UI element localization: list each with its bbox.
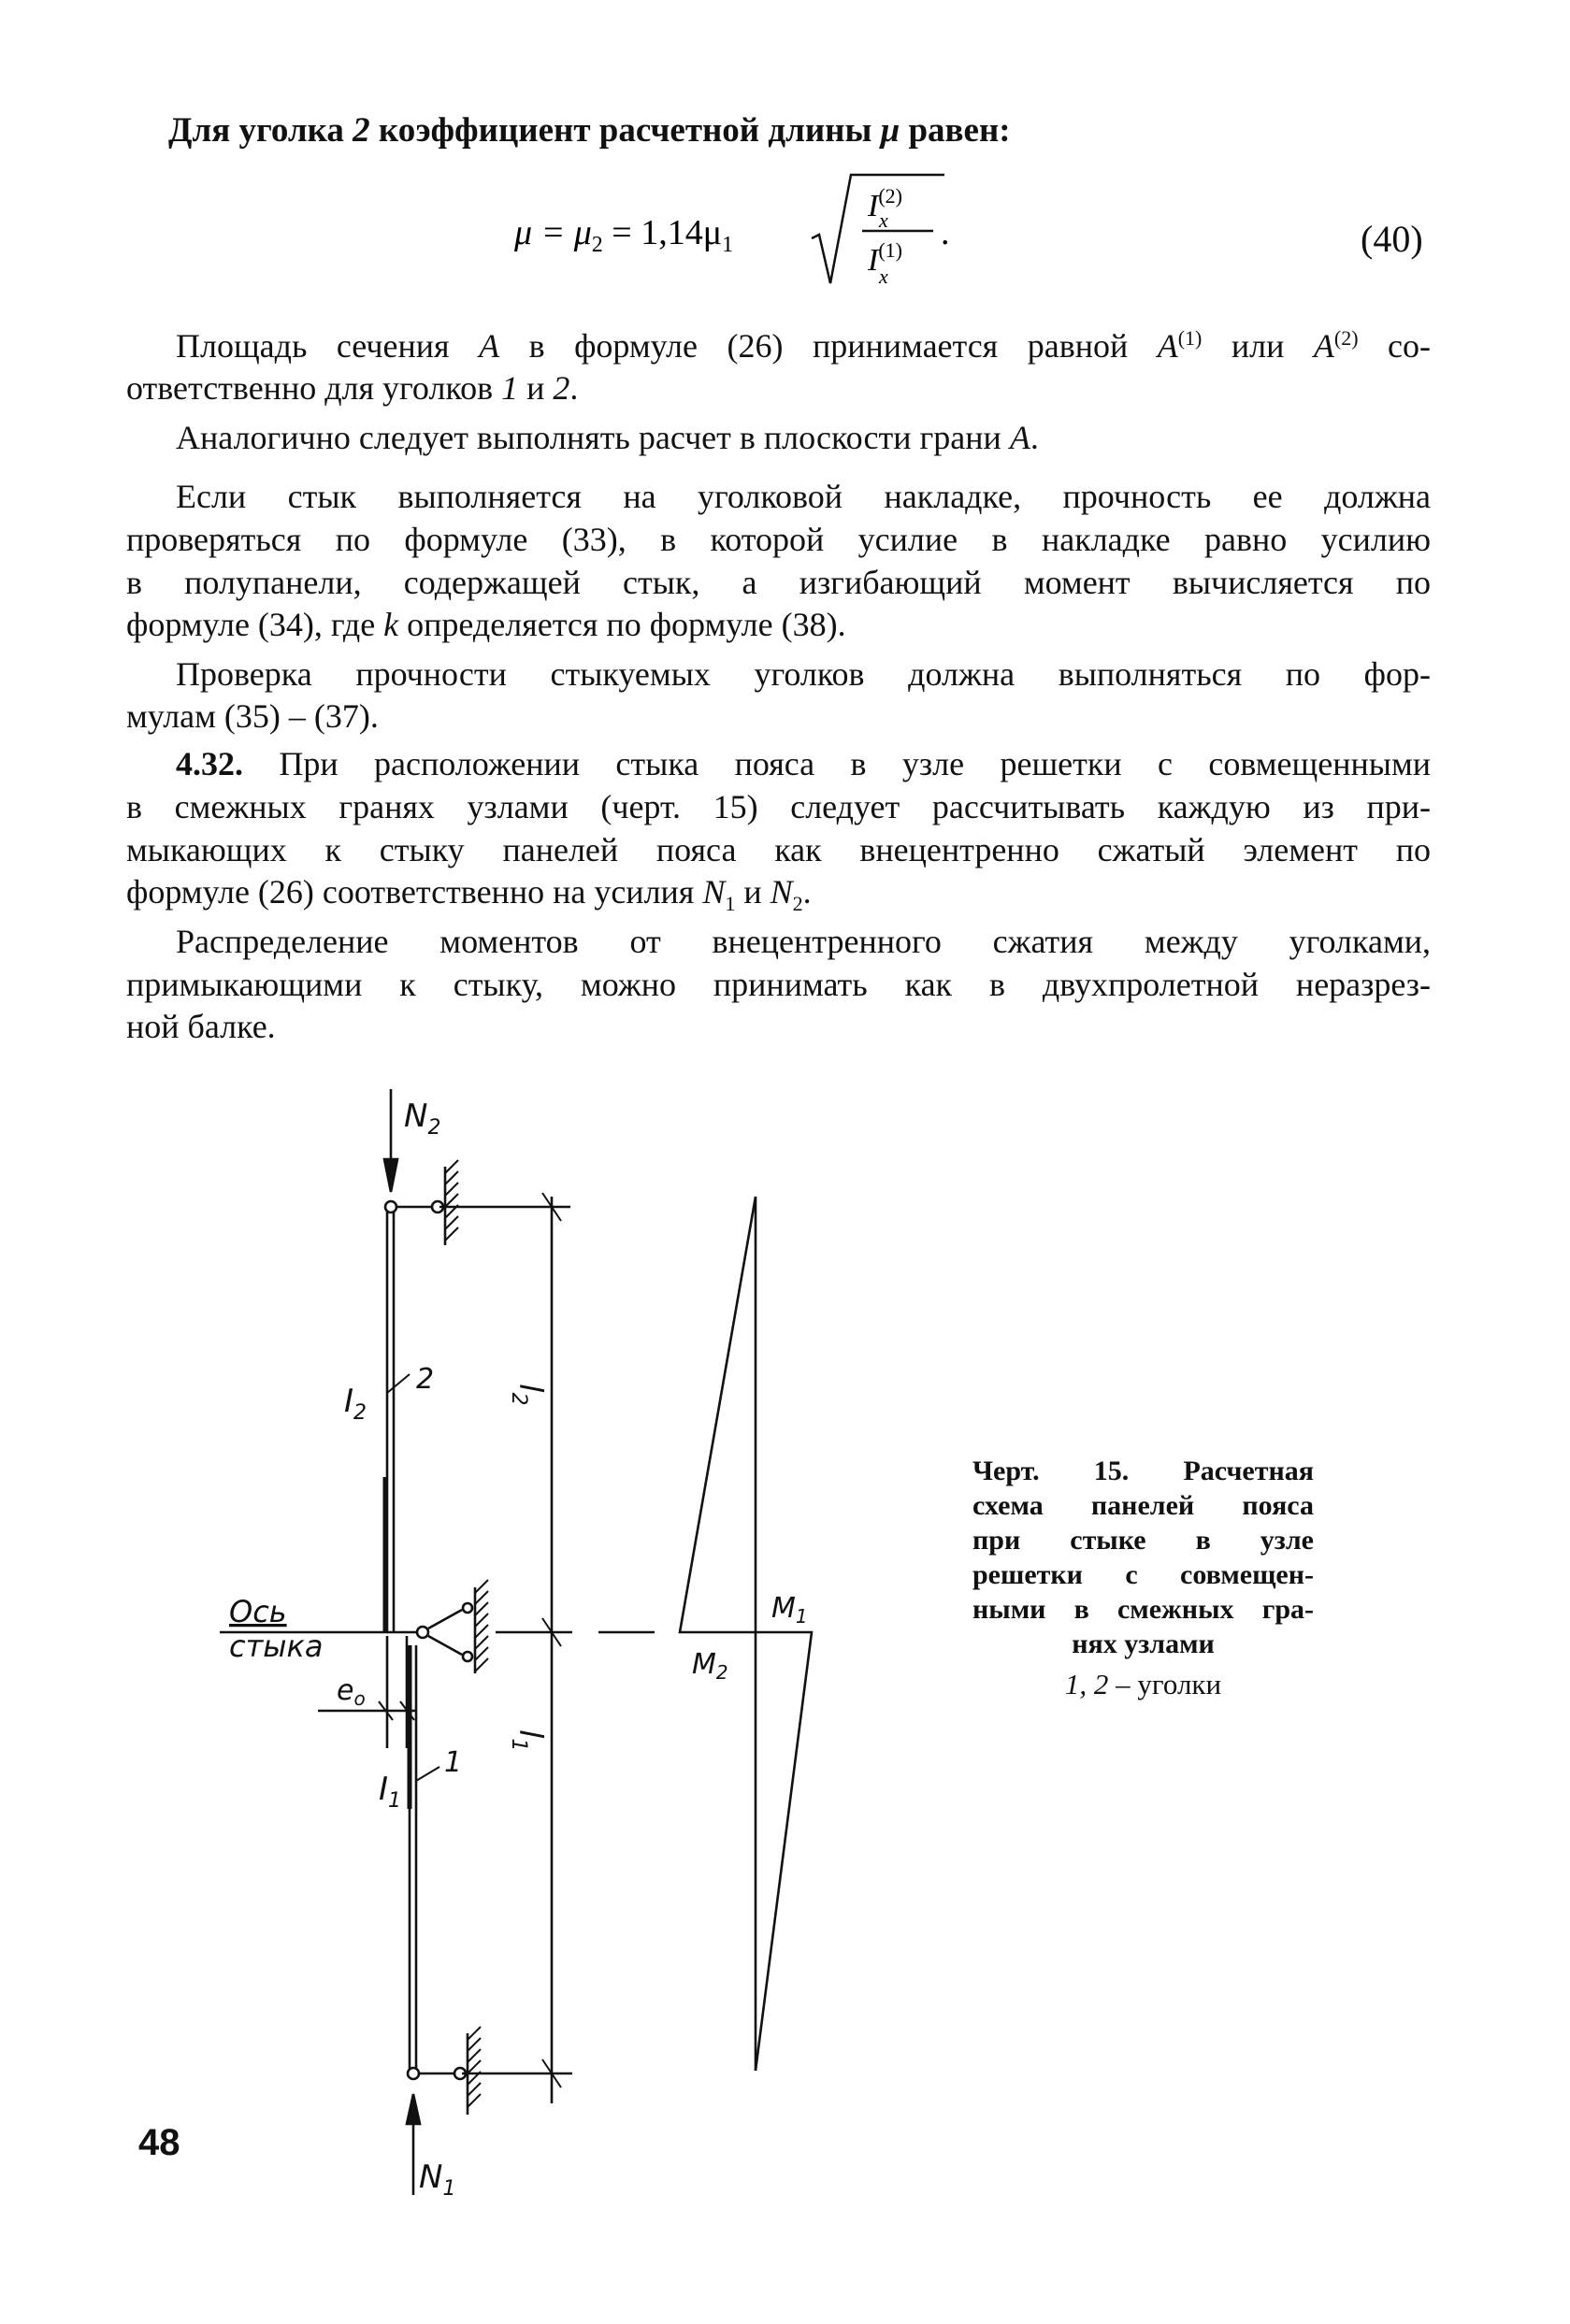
middle-support-hinge-top	[463, 1603, 472, 1613]
leader-2	[387, 1374, 410, 1393]
bottom-hinge	[408, 2068, 419, 2079]
label-l1: $l_1$	[507, 1729, 549, 1752]
middle-support-hinge-bottom	[463, 1652, 472, 1661]
caption-line-2: схема панелей пояса	[972, 1490, 1314, 1521]
label-angle-2: 2	[416, 1363, 435, 1396]
label-axis-line-2: стыка	[229, 1628, 324, 1664]
paragraph-6-line-2: примыкающими к стыку, можно принимать как в двухпролетной неразрез-	[126, 966, 1431, 1003]
paragraph-4-line-2: мулам (35) – (37).	[126, 697, 379, 735]
paragraph-3-line-4: формуле (34), где k определяется по формуле (38).	[126, 606, 846, 643]
caption-line-4: решетки с совмещен-	[972, 1559, 1314, 1590]
formula-lhs: $\mu = \mu_2 = 1,14\mu_1$	[514, 213, 734, 257]
label-n2: $N_2$	[404, 1097, 441, 1140]
bottom-support-hatch	[468, 2027, 481, 2107]
fraction-denominator-sub: x	[879, 265, 888, 288]
page-number: 48	[138, 2122, 180, 2163]
leader-1	[416, 1767, 439, 1781]
paragraph-6-line-1: Распределение моментов от внецентренного сжатия между уголками,	[176, 923, 1431, 960]
caption-line-6: нях узлами	[1072, 1628, 1215, 1659]
caption-line-3: при стыке в узле	[972, 1525, 1314, 1556]
paragraph-3-line-2: проверяться по формуле (33), в которой усилие в накладке равно усилию	[126, 521, 1431, 558]
label-l2: $l_2$	[507, 1384, 549, 1406]
fraction-denominator: $I^{(1)}$	[868, 238, 902, 278]
figure-caption	[972, 1454, 1314, 1701]
paragraph-5-line-4: формуле (26) соответственно на усилия $N_1$ и $N_2$.	[126, 873, 812, 916]
paragraph-3-line-3: в полупанели, содержащей стык, а изгибающий момент вычисляется по	[126, 564, 1431, 601]
strut-upper	[428, 1610, 462, 1628]
paragraph-4-line-1: Проверка прочности стыкуемых уголков должна выполняться по фор-	[176, 655, 1431, 693]
middle-node-hinge	[417, 1627, 428, 1638]
fraction-numerator: $I^{(2)}$	[868, 184, 902, 223]
strut-lower	[428, 1636, 462, 1655]
caption-legend: 1, 2 – уголки	[1064, 1668, 1222, 1700]
paragraph-5-line-3: мыкающих к стыку панелей пояса как внецентренно сжатый элемент по	[126, 831, 1431, 868]
n2-arrowhead	[384, 1159, 397, 1192]
label-m1: $M_1$	[771, 1592, 808, 1628]
label-n1: $N_1$	[419, 2159, 456, 2201]
paragraph-1-line-2: ответственно для уголков 1 и 2.	[126, 369, 579, 407]
fraction-numerator-sub: x	[879, 208, 888, 232]
paragraph-5-line-1: 4.32. При расположении стыка пояса в узле решетки с совмещенными	[176, 745, 1431, 782]
paragraph-6-line-3: ной балке.	[126, 1008, 276, 1045]
paragraph-5-line-2: в смежных гранях узлами (черт. 15) следует рассчитывать каждую из при-	[126, 788, 1431, 825]
moment-diagram-lower	[756, 1632, 812, 2071]
label-e0: $e_o$	[337, 1674, 366, 1710]
formula-number: (40)	[1361, 218, 1423, 260]
paragraph-1-line-1: Площадь сечения A в формуле (26) принимается равной $A^{(1)}$ или $A^{(2)}$ со-	[176, 326, 1432, 365]
label-i2: $I_2$	[344, 1383, 367, 1425]
paragraph-2: Аналогично следует выполнять расчет в плоскости грани A.	[176, 419, 1039, 456]
paragraph-3-line-1: Если стык выполняется на уголковой накладке, прочность ее должна	[176, 478, 1431, 515]
label-i1: $I_1$	[379, 1771, 402, 1813]
label-m2: $M_2$	[692, 1648, 728, 1684]
top-support-hatch	[445, 1160, 458, 1241]
caption-line-5: ными в смежных гра-	[972, 1594, 1314, 1625]
moment-diagram-upper	[680, 1197, 756, 1632]
label-angle-1: 1	[444, 1746, 463, 1779]
formula-dot: .	[941, 213, 950, 252]
middle-support-hatch	[475, 1580, 488, 1671]
intro-line: Для уголка 2 коэффициент расчетной длины μ равен:	[168, 111, 1011, 150]
caption-line-1: Черт. 15. Расчетная	[972, 1456, 1314, 1486]
top-hinge	[385, 1201, 396, 1212]
label-axis-line-1: Ось	[229, 1594, 287, 1629]
